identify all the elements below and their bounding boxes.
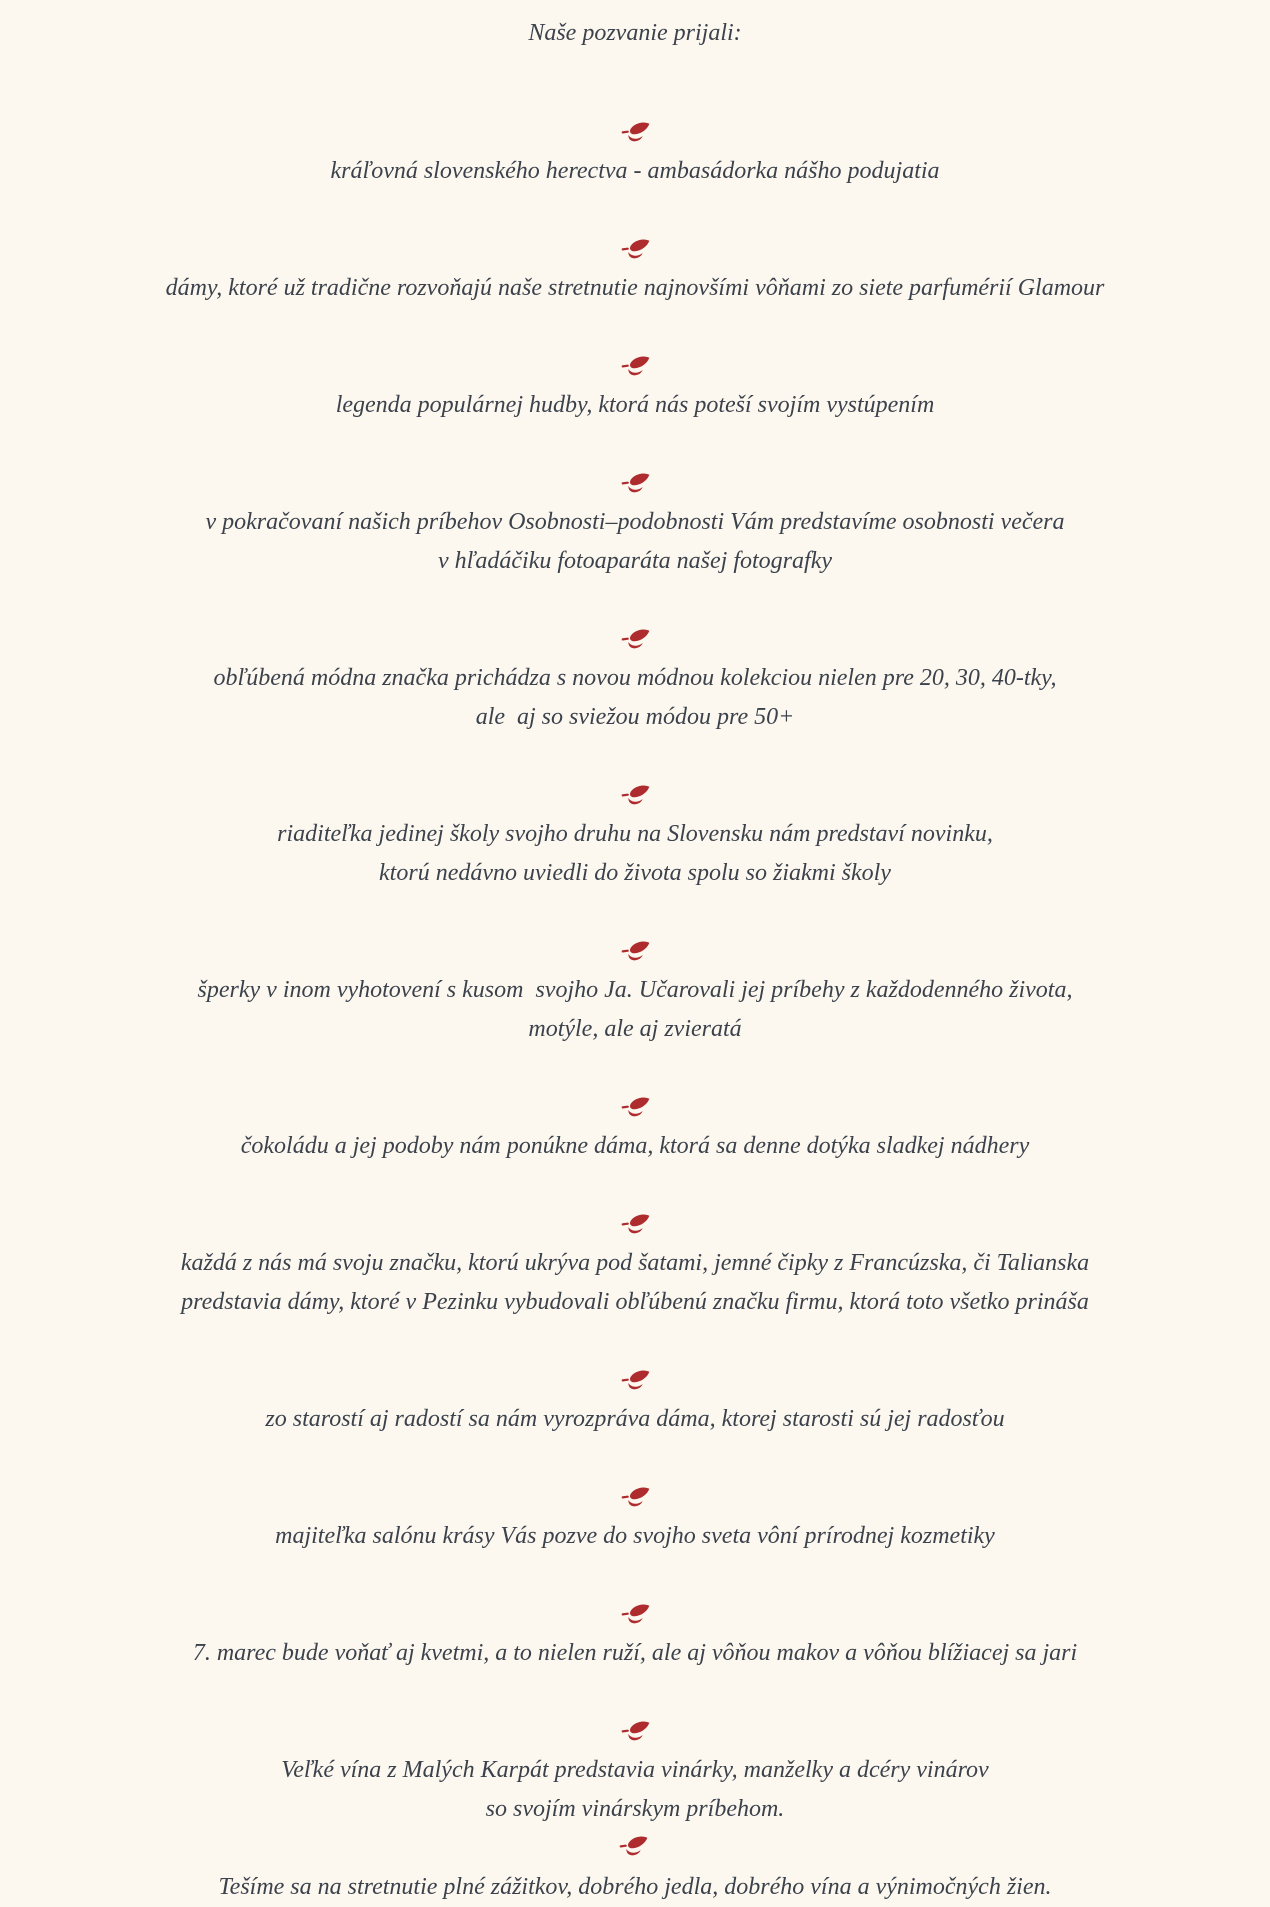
hat-icon <box>620 1834 651 1858</box>
list-item-line <box>0 1673 1270 1790</box>
list-item <box>0 1049 1270 1166</box>
page-title: Naše pozvanie prijali: <box>528 20 742 46</box>
list-item <box>0 1322 1270 1439</box>
list-item-text: 7. marec bude voňať aj kvetmi, a to nielen ruží, ale aj vôňou makov a vôňou blížiacej sa jari <box>192 1640 1078 1666</box>
list-item-line <box>0 1322 1270 1439</box>
list-item-text: so svojím vinárskym príbehom. <box>485 1796 785 1822</box>
closing-line: Tešíme sa na stretnutie plné zážitkov, dobrého jedla, dobrého vína a výnimočných žien. <box>218 1874 1052 1900</box>
hat-icon <box>622 235 653 259</box>
list-item-continuation-line <box>0 698 1270 737</box>
list-item-text: každá z nás má svoju značku, ktorú ukrýva pod šatami, jemné čipky z Francúzska, či Talianska <box>180 1250 1090 1276</box>
list-item-continuation-line <box>0 1283 1270 1322</box>
hat-icon <box>622 625 653 649</box>
list-item-text: legenda populárnej hudby, ktorá nás poteší svojím vystúpením <box>335 392 935 418</box>
list-item-line <box>0 1049 1270 1166</box>
list-item-text: riaditeľka jedinej školy svojho druhu na Slovensku nám predstaví novinku, <box>277 821 993 847</box>
list-item-text: predstavia dámy, ktoré v Pezinku vybudovali obľúbenú značku firmu, ktorá toto všetko prináša <box>181 1289 1089 1315</box>
list-item-text: ale aj so sviežou módou pre 50+ <box>475 704 795 730</box>
list-item <box>0 74 1270 191</box>
hat-icon <box>622 1717 653 1741</box>
list-item-continuation-line <box>0 1790 1270 1829</box>
hat-icon <box>622 937 653 961</box>
divider-row <box>0 1829 1270 1868</box>
list-item <box>0 191 1270 308</box>
guest-list <box>0 74 1270 1829</box>
list-item <box>0 581 1270 737</box>
list-item-text: dámy, ktoré už tradične rozvoňajú naše stretnutie najnovšími vôňami zo siete parfumérií Glamour <box>165 275 1105 301</box>
hat-icon <box>622 1600 653 1624</box>
list-item-line <box>0 893 1270 1010</box>
list-item <box>0 1556 1270 1673</box>
list-item-text: kráľovná slovenského herectva - ambasádorka nášho podujatia <box>330 158 940 184</box>
list-item-continuation-line <box>0 542 1270 581</box>
list-item-line <box>0 1166 1270 1283</box>
list-item-line <box>0 191 1270 308</box>
hat-icon <box>622 352 653 376</box>
list-item <box>0 1673 1270 1829</box>
list-item-text: čokoládu a jej podoby nám ponúkne dáma, ktorá sa denne dotýka sladkej nádhery <box>240 1133 1030 1159</box>
hat-icon <box>622 781 653 805</box>
list-item-line <box>0 1556 1270 1673</box>
list-item <box>0 893 1270 1049</box>
list-item-continuation-line <box>0 1010 1270 1049</box>
hat-icon <box>622 469 653 493</box>
list-item <box>0 737 1270 893</box>
list-item-text: zo starostí aj radostí sa nám vyrozpráva dáma, ktorej starosti sú jej radosťou <box>265 1406 1005 1432</box>
hat-icon <box>622 1093 653 1117</box>
list-item-text: v hľadáčiku fotoaparáta našej fotografky <box>437 548 832 574</box>
list-item-continuation-line <box>0 854 1270 893</box>
hat-icon <box>622 118 653 142</box>
hat-icon <box>622 1366 653 1390</box>
list-item-text: ktorú nedávno uviedli do života spolu so žiakmi školy <box>379 860 891 886</box>
list-item <box>0 1439 1270 1556</box>
hat-icon <box>622 1483 653 1507</box>
list-item-line <box>0 1439 1270 1556</box>
list-item-text: majiteľka salónu krásy Vás pozve do svojho sveta vôní prírodnej kozmetiky <box>275 1523 995 1549</box>
list-item-line <box>0 308 1270 425</box>
list-item-text: Veľké vína z Malých Karpát predstavia vinárky, manželky a dcéry vinárov <box>281 1757 989 1783</box>
list-item-text: obľúbená módna značka prichádza s novou módnou kolekciou nielen pre 20, 30, 40-tky, <box>213 665 1057 691</box>
list-item-line <box>0 737 1270 854</box>
list-item-text: v pokračovaní našich príbehov Osobnosti–podobnosti Vám predstavíme osobnosti večera <box>205 509 1065 535</box>
list-item-line <box>0 74 1270 191</box>
list-item-text: šperky v inom vyhotovení s kusom svojho Ja. Učarovali jej príbehy z každodenného života, <box>197 977 1073 1003</box>
list-item <box>0 308 1270 425</box>
list-item <box>0 1166 1270 1322</box>
list-item-line <box>0 425 1270 542</box>
list-item <box>0 425 1270 581</box>
list-item-line <box>0 581 1270 698</box>
list-item-text: motýle, ale aj zvieratá <box>528 1016 742 1042</box>
hat-icon <box>622 1210 653 1234</box>
